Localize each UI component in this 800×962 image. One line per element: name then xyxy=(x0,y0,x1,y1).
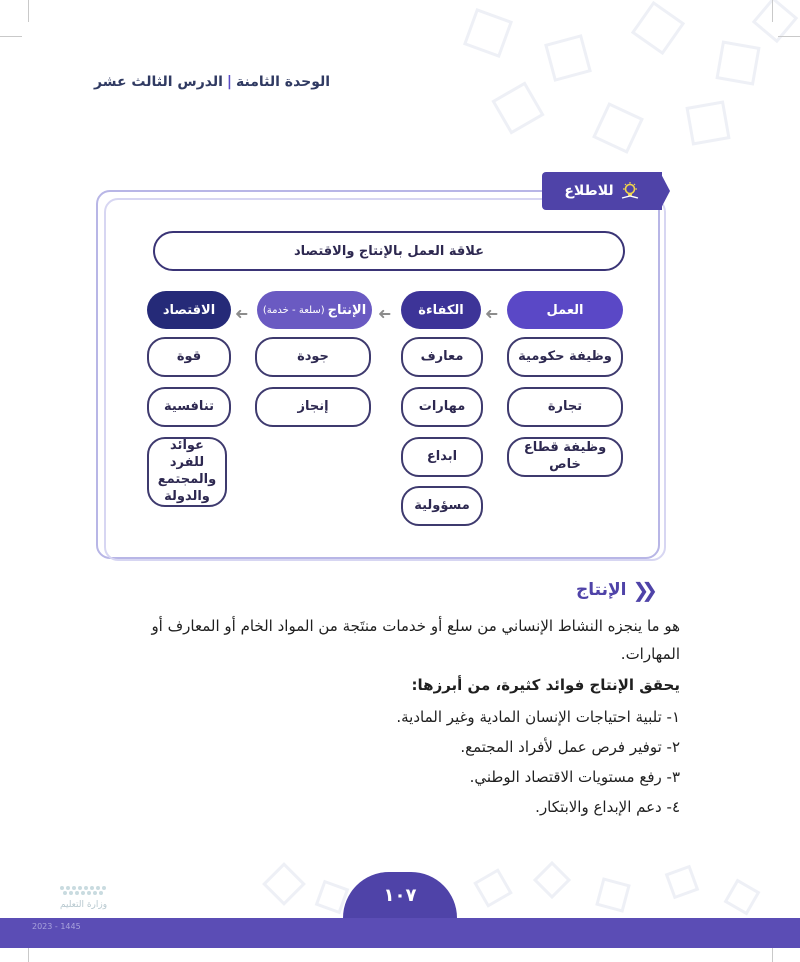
tag-tip xyxy=(660,172,670,210)
section-heading xyxy=(576,578,650,602)
flow-arrow-icon: ➜ xyxy=(235,304,249,323)
competence-item: مهارات xyxy=(401,387,483,427)
for-info-tag xyxy=(542,172,662,210)
production-item: جودة xyxy=(255,337,371,377)
edition-year: 2023 - 1445 xyxy=(32,922,81,931)
benefit-item: ١- تلبية احتياجات الإنسان المادية وغير المادية. xyxy=(396,708,680,726)
benefit-item: ٢- توفير فرص عمل لأفراد المجتمع. xyxy=(460,738,680,756)
flow-arrow-icon: ➜ xyxy=(378,304,392,323)
section-title: الإنتاج xyxy=(576,580,627,600)
unit-title: الوحدة الثامنة xyxy=(236,74,331,90)
node-economy-label: الاقتصاد xyxy=(162,302,216,318)
economy-item: تنافسية xyxy=(147,387,231,427)
lesson-title: الدرس الثالث عشر xyxy=(94,74,223,90)
page-number: ١٠٧ xyxy=(343,872,457,918)
benefit-item: ٣- رفع مستويات الاقتصاد الوطني. xyxy=(469,768,680,786)
lightbulb-book-icon xyxy=(620,181,640,201)
ministry-logo-icon xyxy=(22,880,122,918)
background-pattern xyxy=(440,0,800,170)
competence-item: معارف xyxy=(401,337,483,377)
diagram-title: علاقة العمل بالإنتاج والاقتصاد xyxy=(153,231,625,271)
chevron-double-icon: ❮❮ xyxy=(632,578,650,602)
node-production xyxy=(257,291,372,329)
production-item: إنجاز xyxy=(255,387,371,427)
benefit-item: ٤- دعم الإبداع والابتكار. xyxy=(535,798,680,816)
competence-item: ابداع xyxy=(401,437,483,477)
economy-item: قوة xyxy=(147,337,231,377)
footer-band xyxy=(0,918,800,948)
node-economy xyxy=(147,291,231,329)
running-header xyxy=(94,74,330,90)
header-separator: | xyxy=(226,74,233,90)
flow-arrow-icon: ➜ xyxy=(485,304,499,323)
economy-item: عوائد للفرد والمجتمع والدولة xyxy=(147,437,227,507)
work-item: تجارة xyxy=(507,387,623,427)
node-work-label: العمل xyxy=(546,302,584,318)
competence-item: مسؤولية xyxy=(401,486,483,526)
definition-text: هو ما ينجزه النشاط الإنساني من سلع أو خدمات منتَجة من المواد الخام أو المعارف أو المهارات. xyxy=(151,617,680,663)
ministry-name: وزارة التعليم xyxy=(60,900,108,910)
tag-label: للاطلاع xyxy=(564,183,614,199)
node-production-label: الإنتاج xyxy=(327,302,367,318)
benefits-intro: يحقق الإنتاج فوائد كثيرة، من أبرزها: xyxy=(411,676,680,694)
work-item: وظيفة قطاع خاص xyxy=(507,437,623,477)
work-item: وظيفة حكومية xyxy=(507,337,623,377)
node-production-note: (سلعة - خدمة) xyxy=(262,304,325,316)
node-competence xyxy=(401,291,481,329)
node-competence-label: الكفاءة xyxy=(418,302,464,318)
node-work xyxy=(507,291,623,329)
